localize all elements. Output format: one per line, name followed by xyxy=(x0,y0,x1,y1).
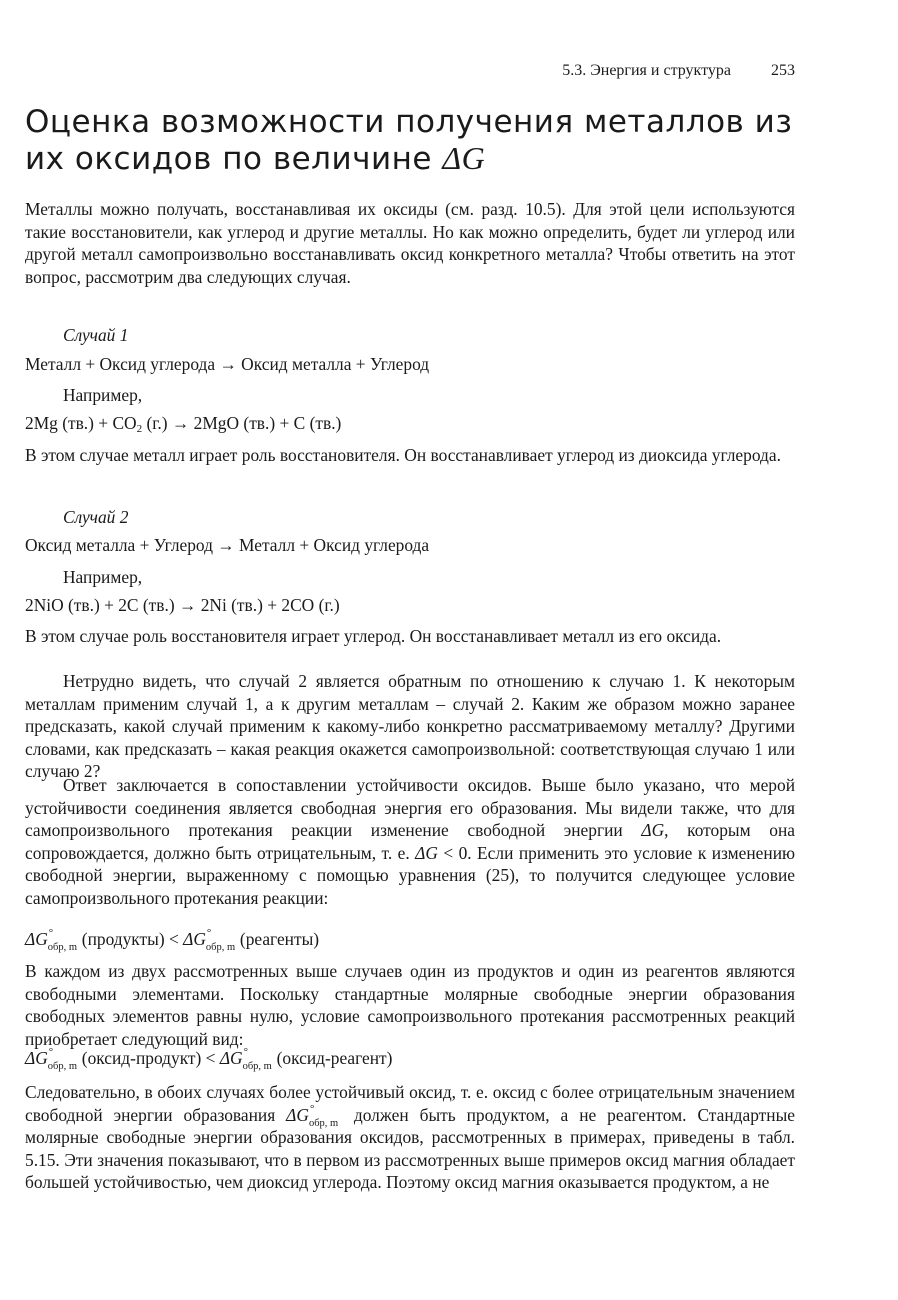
case2-label: Случай 2 xyxy=(63,507,129,527)
case1-example-label: Например, xyxy=(63,385,143,405)
running-header xyxy=(562,62,795,80)
paragraph-4: Следовательно, в обоих случаях более устойчивый оксид, т. е. оксид с более отрицательным значением свободной энергии образования ΔG ° обр, m должен быть продуктом, а не реагентом. Стандартные молярные свободные энергии образования оксидов, рассмотренных в примерах, приведены в табл. 5.15. Эти значения показывают, что в первом из рассмотренных выше примеров оксид магния обладает большей устойчивостью, чем диоксид углерода. Поэтому оксид магния оказывается продуктом, а не xyxy=(25,1082,795,1193)
page-number: 253 xyxy=(771,62,795,79)
case2-text: В этом случае роль восстановителя играет углерод. Он восстанавливает металл из его оксида. xyxy=(25,626,722,646)
paragraph-1: Нетрудно видеть, что случай 2 является обратным по отношению к случаю 1. К некоторым металлам применим случай 1, а к другим металлам – случай 2. Каким же образом можно заранее предсказать, какой случай применим к какому-либо конкретно рассматриваемому металлу? Другими словами, как предсказать – какая реакция окажется самопроизвольной: соответствующая случаю 1 или случаю 2? xyxy=(25,671,795,782)
case2-equation: 2NiO (тв.) + 2C (тв.) → 2Ni (тв.) + 2CO (г.) xyxy=(25,595,340,615)
paragraph-3: В каждом из двух рассмотренных выше случаев один из продуктов и один из реагентов являются свободными элементами. Поскольку стандартные молярные свободные энергии образования свободных элементов равны нулю, условие самопроизвольного протекания рассмотренных реакций приобретает следующий вид: xyxy=(25,961,795,1049)
case1-label: Случай 1 xyxy=(63,325,129,345)
intro-paragraph: Металлы можно получать, восстанавливая их оксиды (см. разд. 10.5). Для этой цели используются такие восстановители, как углерод и другие металлы. Но как можно определить, будет ли углерод или другой металл самопроизвольно восстанавливать оксид конкретного металла? Чтобы ответить на этот вопрос, рассмотрим два следующих случая. xyxy=(25,199,795,287)
case2-example-label: Например, xyxy=(63,567,143,587)
condition-2: ΔG ° обр, m (оксид-продукт) < ΔG ° обр, m (оксид-реагент) xyxy=(25,1046,393,1072)
condition-1: ΔG ° обр, m (продукты) < ΔG ° обр, m (реагенты) xyxy=(25,927,320,953)
case1-scheme: Металл + Оксид углерода → Оксид металла + Углерод xyxy=(25,354,430,374)
case2-scheme: Оксид металла + Углерод → Металл + Оксид углерода xyxy=(25,535,430,555)
section-title: 5.3. Энергия и структура xyxy=(562,62,731,79)
paragraph-2: Ответ заключается в сопоставлении устойчивости оксидов. Выше было указано, что мерой устойчивости соединения является свободная энергия его образования. Мы видели также, что для самопроизвольного протекания реакции изменение свободной энергии ΔG, которым она сопровождается, должно быть отрицательным, т. е. ΔG < 0. Если применить это условие к изменению свободной энергии, выраженному с помощью уравнения (25), то получится следующее условие самопроизвольного протекания реакции: xyxy=(25,775,795,908)
page-title: Оценка возможности получения металлов из их оксидов по величине ΔG xyxy=(25,104,793,177)
case1-text: В этом случае металл играет роль восстановителя. Он восстанавливает углерод из диоксида углерода. xyxy=(25,445,781,465)
case1-equation: 2Mg $(тв.) + CO_2$ (г.) → 2MgO (тв.) + C (тв.) xyxy=(25,413,342,435)
